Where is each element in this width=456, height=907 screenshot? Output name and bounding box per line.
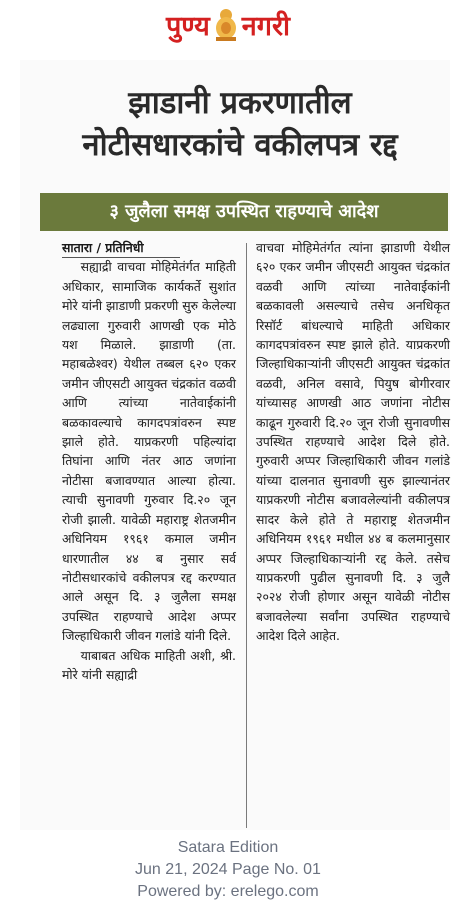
edition-label: Satara Edition	[177, 839, 279, 856]
paragraph: याबाबत अधिक माहिती अशी, श्री. मोरे यांनी सह्याद्री	[62, 647, 236, 682]
logo-text-right: नगरी	[241, 10, 291, 42]
ganesha-icon	[212, 7, 240, 41]
newspaper-logo	[128, 2, 328, 46]
article-column-2	[256, 238, 450, 646]
logo-text-left: पुण्य	[165, 10, 210, 42]
footer	[0, 837, 456, 903]
subheadline-bar: ३ जुलैला समक्ष उपस्थित राहण्याचे आदेश	[40, 193, 448, 231]
masthead	[0, 0, 456, 50]
article-column-1	[62, 238, 236, 684]
powered-by-label: Powered by: erelego.com	[137, 883, 319, 900]
paragraph: सह्याद्री वाचवा मोहिमेतंर्गत माहिती अधिकार, सामाजिक कार्यकर्ते सुशांत मोरे यांनी झाडाणी प्रकरणी सुरु केलेल्या लढ्याला गुरुवारी आणखी एक मोठे यश मिळाले. झाडाणी (ता. महाबळेश्वर) येथील तब्बल ६२० एकर जमीन जीएसटी आयुक्त चंद्रकांत वळवी आणि त्यांच्या नातेवाईकांनी बळकावल्याचे कागदपत्रांवरुन स्पष्ट झाले होते. याप्रकरणी पहिल्यांदा तिघांना आणि नंतर आठ जणांना नोटीसा बजावण्यात आल्या होत्या. त्याची सुनावणी गुरुवार दि.२० जून रोजी झाली. यावेळी महाराष्ट्र शेतजमीन अधिनियम १९६१ कमाल जमीन धारणातील ४४ ब नुसार सर्व नोटीसधारकांचे वकीलपत्र रद्द करण्यात आले असून दि. ३ जुलैला समक्ष उपस्थित राहण्याचे आदेश अप्पर जिल्हाधिकारी जीवन गलांडे यांनी दिले.	[62, 259, 237, 644]
headline-line-2: नोटीसधारकांचे वकीलपत्र रद्द	[82, 127, 398, 163]
date-page-label: Jun 21, 2024 Page No. 01	[135, 861, 321, 878]
byline-rule	[62, 257, 180, 258]
paragraph: वाचवा मोहिमेतंर्गत त्यांना झाडाणी येथील ६२० एकर जमीन जीएसटी आयुक्त चंद्रकांत वळवी आणि त्यांच्या नातेवाईकांनी बळकावली असल्याचे तसेच अनधिकृत रिसॉर्ट बांधल्याचे माहिती अधिकार कागदपत्रांवरुन स्पष्ट झाले होते. याप्रकरणी जिल्हाधिकाऱ्यांनी जीएसटी आयुक्त चंद्रकांत वळवी, अनिल वसावे, पियुष बोगीरवार यांच्यासह आणखी आठ जणांना नोटीस काढून गुरुवारी दि.२० जून रोजी सुनावणीस उपस्थित राहण्याचे आदेश दिले होते. गुरुवारी अप्पर जिल्हाधिकारी जीवन गलांडे यांच्या दालनात सुनावणी सुरु झाल्यानंतर याप्रकरणी नोटीस बजावलेल्यांनी वकीलपत्र सादर केले होते ते महाराष्ट्र शेतजमीन अधिनियम १९६१ मधील ४४ ब कलमानुसार अप्पर जिल्हाधिकाऱ्यांनी रद्द केले. तसेच याप्रकरणी पुढील सुनावणी दि. ३ जुलै २०२४ रोजी होणार असून यावेळी नोटीस बजावलेल्या सर्वांना उपस्थित राहण्याचे आदेश दिले आहेत.	[256, 240, 450, 644]
byline: सातारा / प्रतिनिधी	[62, 240, 144, 255]
headline-line-1: झाडानी प्रकरणातील	[128, 85, 352, 121]
headline	[40, 82, 440, 166]
column-divider	[246, 243, 247, 828]
